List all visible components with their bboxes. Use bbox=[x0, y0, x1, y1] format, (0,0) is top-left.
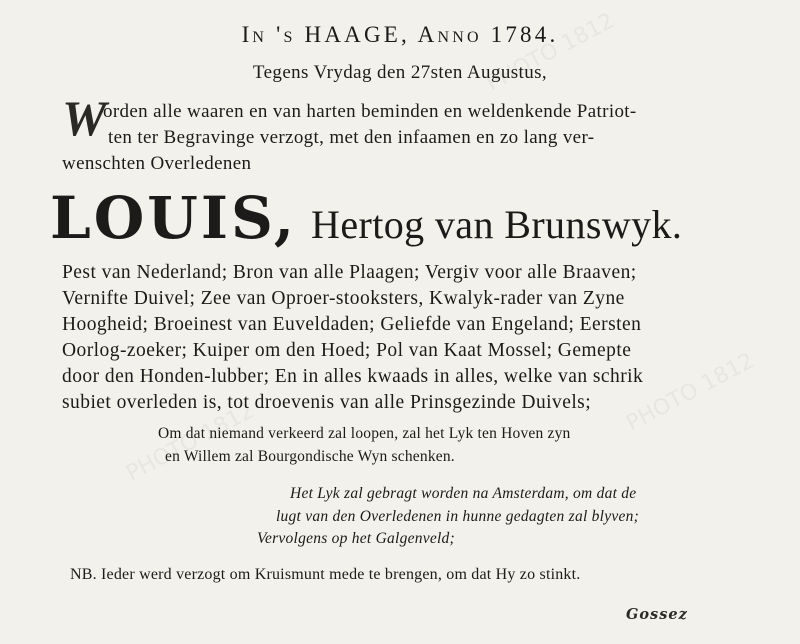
date-subheading: Tegens Vrydag den 27sten Augustus, bbox=[252, 62, 548, 83]
italic-line-2: lugt van den Overledenen in hunne gedagten zal blyven; bbox=[276, 508, 639, 525]
body-line-1: Om dat niemand verkeerd zal loopen, zal het Lyk ten Hoven zyn bbox=[158, 425, 571, 442]
invitation-line-3: wenschten Overledenen bbox=[62, 153, 252, 174]
epithet-line: door den Honden-lubber; En in alles kwaads in alles, welke van schrik bbox=[62, 366, 644, 387]
epithet-line: Pest van Nederland; Bron van alle Plaagen; Vergiv voor alle Braaven; bbox=[62, 262, 637, 283]
body-line-2: en Willem zal Bourgondische Wyn schenken. bbox=[165, 448, 455, 465]
epithet-line: Hoogheid; Broeinest van Euveldaden; Geliefde van Engeland; Eersten bbox=[62, 314, 642, 335]
dateline-heading: In 's HAAGE, Anno 1784. bbox=[241, 22, 559, 47]
deceased-name bbox=[50, 184, 682, 252]
italic-line-3: Vervolgens op het Galgenveld; bbox=[257, 530, 455, 547]
watermark bbox=[622, 348, 758, 436]
name-louis: LOUIS, bbox=[50, 184, 298, 252]
italic-line-1: Het Lyk zal gebragt worden na Amsterdam, om dat de bbox=[290, 485, 637, 502]
drop-cap-letter: W bbox=[62, 90, 107, 146]
invitation-line-1: orden alle waaren en van harten beminden en weldenkende Patriot- bbox=[103, 101, 637, 122]
printer-signature: Gossez bbox=[626, 606, 688, 623]
nota-bene-line: NB. Ieder werd verzogt om Kruismunt mede te brengen, om dat Hy zo stinkt. bbox=[70, 566, 581, 583]
name-title: Hertog van Brunswyk. bbox=[311, 202, 683, 247]
invitation-line-2: ten ter Begravinge verzogt, met den infaamen en zo lang ver- bbox=[108, 127, 595, 148]
epithet-line: subiet overleden is, tot droevenis van alle Prinsgezinde Duivels; bbox=[62, 392, 592, 413]
epithet-line: Oorlog-zoeker; Kuiper om den Hoed; Pol van Kaat Mossel; Gemepte bbox=[62, 340, 632, 361]
epithet-line: Vernifte Duivel; Zee van Oproer-stooksters, Kwalyk-rader van Zyne bbox=[62, 288, 625, 309]
